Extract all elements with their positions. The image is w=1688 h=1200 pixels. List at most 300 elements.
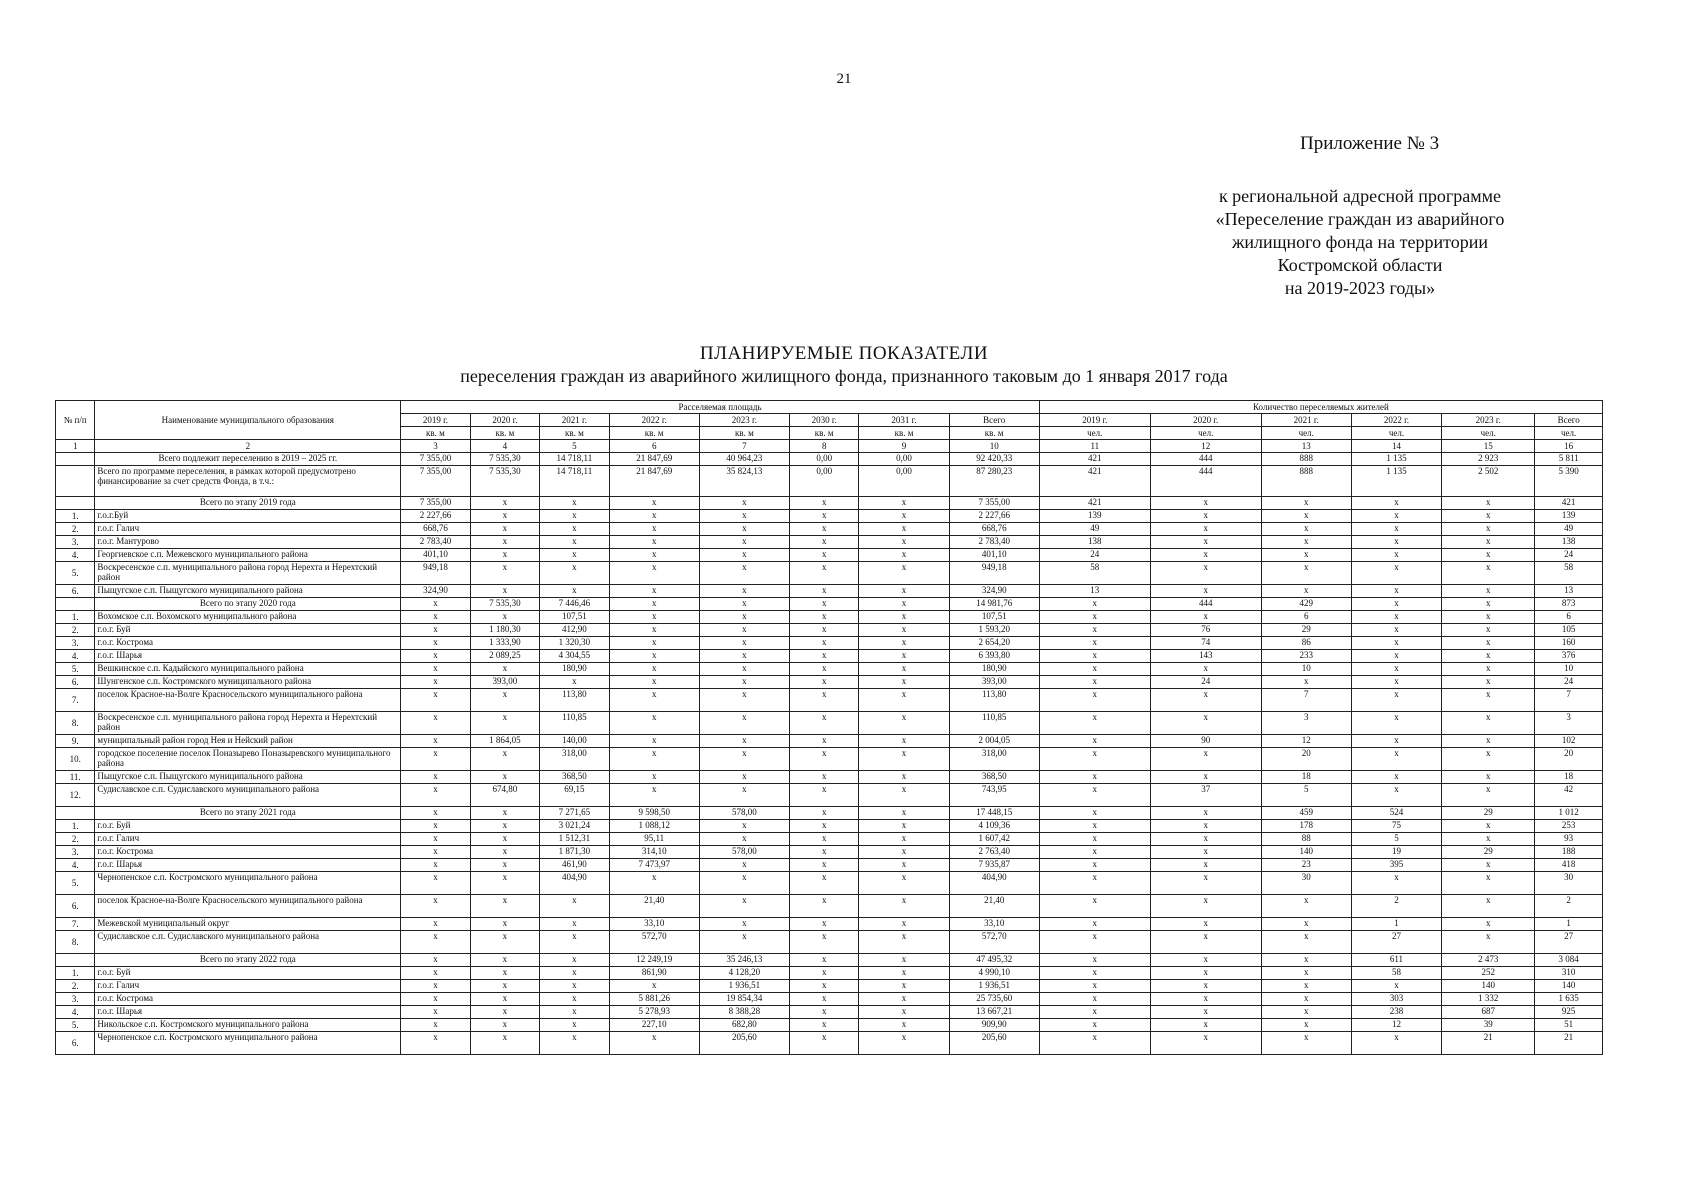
people-value-cell: 24 <box>1535 676 1603 689</box>
people-value-cell: 524 <box>1351 807 1441 820</box>
area-value-cell: 180,90 <box>949 663 1039 676</box>
people-value-cell: 24 <box>1150 676 1261 689</box>
area-value-cell: x <box>401 833 470 846</box>
row-number-cell: 3. <box>56 993 95 1006</box>
area-value-cell: x <box>401 895 470 918</box>
area-year-header: 2023 г. <box>699 414 789 427</box>
area-value-cell: x <box>401 980 470 993</box>
people-value-cell: 23 <box>1261 859 1351 872</box>
table-row <box>56 611 1603 624</box>
people-year-header: 2019 г. <box>1039 414 1150 427</box>
area-value-cell: 368,50 <box>949 771 1039 784</box>
area-value-cell: 92 420,33 <box>949 453 1039 466</box>
area-value-cell: 7 355,00 <box>949 497 1039 510</box>
area-value-cell: x <box>609 562 699 585</box>
row-number-cell <box>56 497 95 510</box>
area-value-cell: x <box>609 712 699 735</box>
people-value-cell: x <box>1351 624 1441 637</box>
people-value-cell: x <box>1150 689 1261 712</box>
people-value-cell: x <box>1351 549 1441 562</box>
area-value-cell: 1 333,90 <box>470 637 539 650</box>
people-value-cell: 12 <box>1351 1019 1441 1032</box>
area-value-cell: 0,00 <box>859 466 949 497</box>
people-value-cell: 429 <box>1261 598 1351 611</box>
area-value-cell: 69,15 <box>540 784 609 807</box>
people-value-cell: 925 <box>1535 1006 1603 1019</box>
area-value-cell: x <box>859 536 949 549</box>
area-unit-header: кв. м <box>859 427 949 440</box>
area-value-cell: x <box>609 549 699 562</box>
people-value-cell: 58 <box>1351 967 1441 980</box>
area-value-cell: 674,80 <box>470 784 539 807</box>
table-row <box>56 918 1603 931</box>
people-value-cell: 395 <box>1351 859 1441 872</box>
municipality-name-cell: муниципальный район город Нея и Нейский район <box>95 735 401 748</box>
people-value-cell: 252 <box>1442 967 1535 980</box>
people-value-cell: 13 <box>1535 585 1603 598</box>
area-value-cell: 21,40 <box>609 895 699 918</box>
area-value-cell: 2 227,66 <box>949 510 1039 523</box>
people-value-cell: x <box>1442 689 1535 712</box>
people-value-cell: 253 <box>1535 820 1603 833</box>
area-value-cell: x <box>470 1006 539 1019</box>
area-value-cell: 107,51 <box>540 611 609 624</box>
people-value-cell: x <box>1150 1032 1261 1055</box>
area-value-cell: 314,10 <box>609 846 699 859</box>
area-value-cell: x <box>470 872 539 895</box>
people-value-cell: x <box>1150 510 1261 523</box>
people-value-cell: x <box>1351 536 1441 549</box>
area-value-cell: x <box>401 748 470 771</box>
area-value-cell: x <box>609 611 699 624</box>
area-value-cell: x <box>699 497 789 510</box>
table-row <box>56 993 1603 1006</box>
column-number-cell: 15 <box>1442 440 1535 453</box>
document-subtitle: переселения граждан из аварийного жилищного фонда, признанного таковым до 1 января 2017 года <box>460 366 1228 386</box>
table-row <box>56 735 1603 748</box>
area-value-cell: 401,10 <box>949 549 1039 562</box>
area-value-cell: x <box>540 549 609 562</box>
area-unit-header: кв. м <box>949 427 1039 440</box>
area-value-cell: 668,76 <box>401 523 470 536</box>
people-value-cell: x <box>1150 859 1261 872</box>
area-value-cell: x <box>470 980 539 993</box>
people-value-cell: x <box>1150 497 1261 510</box>
municipality-name-cell: Всего по этапу 2020 года <box>95 598 401 611</box>
people-value-cell: x <box>1261 536 1351 549</box>
municipality-name-cell: г.о.г. Кострома <box>95 993 401 1006</box>
area-value-cell: 7 355,00 <box>401 453 470 466</box>
people-value-cell: 102 <box>1535 735 1603 748</box>
area-value-cell: x <box>609 598 699 611</box>
people-value-cell: 58 <box>1535 562 1603 585</box>
people-unit-header: чел. <box>1442 427 1535 440</box>
area-value-cell: x <box>609 637 699 650</box>
people-year-header: 2023 г. <box>1442 414 1535 427</box>
people-value-cell: x <box>1442 585 1535 598</box>
area-value-cell: 12 249,19 <box>609 954 699 967</box>
people-value-cell: 140 <box>1535 980 1603 993</box>
people-value-cell: 2 502 <box>1442 466 1535 497</box>
people-value-cell: x <box>1039 689 1150 712</box>
area-value-cell: 2 089,25 <box>470 650 539 663</box>
area-value-cell: 578,00 <box>699 846 789 859</box>
area-value-cell: 87 280,23 <box>949 466 1039 497</box>
row-number-cell: 3. <box>56 637 95 650</box>
people-value-cell: x <box>1150 712 1261 735</box>
table-row <box>56 637 1603 650</box>
people-value-cell: 611 <box>1351 954 1441 967</box>
area-value-cell: 21,40 <box>949 895 1039 918</box>
area-value-cell: x <box>789 689 858 712</box>
area-value-cell: x <box>859 993 949 1006</box>
area-value-cell: x <box>609 872 699 895</box>
area-value-cell: x <box>699 931 789 954</box>
people-value-cell: x <box>1039 967 1150 980</box>
people-value-cell: x <box>1351 585 1441 598</box>
area-value-cell: x <box>540 497 609 510</box>
people-value-cell: x <box>1150 931 1261 954</box>
area-value-cell: x <box>470 748 539 771</box>
table-row <box>56 663 1603 676</box>
people-value-cell: x <box>1039 598 1150 611</box>
row-number-cell: 7. <box>56 918 95 931</box>
people-value-cell: 687 <box>1442 1006 1535 1019</box>
area-value-cell: 21 847,69 <box>609 453 699 466</box>
area-value-cell: 2 227,66 <box>401 510 470 523</box>
people-value-cell: x <box>1351 598 1441 611</box>
people-value-cell: x <box>1351 523 1441 536</box>
column-number-cell: 8 <box>789 440 858 453</box>
area-value-cell: 461,90 <box>540 859 609 872</box>
people-value-cell: x <box>1261 523 1351 536</box>
area-value-cell: x <box>789 510 858 523</box>
area-value-cell: x <box>401 712 470 735</box>
people-unit-header: чел. <box>1261 427 1351 440</box>
people-value-cell: x <box>1442 712 1535 735</box>
municipality-name-cell: Вешкинское с.п. Кадыйского муниципального района <box>95 663 401 676</box>
area-value-cell: x <box>699 536 789 549</box>
people-value-cell: 6 <box>1535 611 1603 624</box>
row-number-cell: 2. <box>56 833 95 846</box>
people-value-cell: 888 <box>1261 466 1351 497</box>
people-value-cell: x <box>1039 846 1150 859</box>
people-value-cell: 74 <box>1150 637 1261 650</box>
people-value-cell: 21 <box>1442 1032 1535 1055</box>
area-value-cell: x <box>789 980 858 993</box>
people-value-cell: x <box>1351 562 1441 585</box>
area-value-cell: 2 654,20 <box>949 637 1039 650</box>
area-value-cell: 4 990,10 <box>949 967 1039 980</box>
area-value-cell: x <box>699 624 789 637</box>
row-number-cell: 1. <box>56 967 95 980</box>
municipality-name-cell: г.о.г. Кострома <box>95 637 401 650</box>
municipality-name-cell: г.о.г. Кострома <box>95 846 401 859</box>
municipality-name-cell: Всего по этапу 2021 года <box>95 807 401 820</box>
area-value-cell: x <box>699 562 789 585</box>
area-value-cell: 1 320,30 <box>540 637 609 650</box>
area-value-cell: x <box>859 523 949 536</box>
col-name-header: Наименование муниципального образования <box>95 401 401 440</box>
area-value-cell: 393,00 <box>949 676 1039 689</box>
people-value-cell: 888 <box>1261 453 1351 466</box>
area-value-cell: 9 598,50 <box>609 807 699 820</box>
people-value-cell: x <box>1039 676 1150 689</box>
row-number-cell: 12. <box>56 784 95 807</box>
people-value-cell: x <box>1261 562 1351 585</box>
col-num-header: № п/п <box>56 401 95 440</box>
people-value-cell: 418 <box>1535 859 1603 872</box>
area-value-cell: x <box>401 872 470 895</box>
people-value-cell: 86 <box>1261 637 1351 650</box>
municipality-name-cell: Пыщугское с.п. Пыщугского муниципального района <box>95 771 401 784</box>
municipality-name-cell: Всего по программе переселения, в рамках которой предусмотрено финансирование за счет средств Фонда, в т.ч.: <box>95 466 401 497</box>
area-value-cell: x <box>699 784 789 807</box>
column-number-cell: 14 <box>1351 440 1441 453</box>
people-value-cell: 1 135 <box>1351 466 1441 497</box>
row-number-cell <box>56 466 95 497</box>
people-value-cell: 12 <box>1261 735 1351 748</box>
area-group-header: Расселяемая площадь <box>401 401 1040 414</box>
area-value-cell: x <box>401 689 470 712</box>
people-value-cell: x <box>1150 820 1261 833</box>
area-value-cell: 1 180,30 <box>470 624 539 637</box>
area-value-cell: 668,76 <box>949 523 1039 536</box>
area-value-cell: x <box>859 1006 949 1019</box>
area-value-cell: x <box>859 820 949 833</box>
area-value-cell: x <box>859 748 949 771</box>
area-value-cell: x <box>401 1032 470 1055</box>
program-line: на 2019-2023 годы» <box>1284 278 1436 298</box>
area-value-cell: x <box>401 650 470 663</box>
area-value-cell: x <box>859 598 949 611</box>
table-row <box>56 771 1603 784</box>
area-value-cell: x <box>470 497 539 510</box>
municipality-name-cell: Пыщугское с.п. Пыщугского муниципального района <box>95 585 401 598</box>
area-value-cell: x <box>401 735 470 748</box>
area-value-cell: x <box>789 872 858 895</box>
area-value-cell: x <box>699 676 789 689</box>
area-value-cell: 318,00 <box>540 748 609 771</box>
area-value-cell: x <box>859 980 949 993</box>
area-unit-header: кв. м <box>470 427 539 440</box>
area-value-cell: x <box>859 833 949 846</box>
people-value-cell: 29 <box>1442 846 1535 859</box>
area-value-cell: x <box>789 549 858 562</box>
area-value-cell: x <box>789 820 858 833</box>
people-value-cell: x <box>1261 497 1351 510</box>
column-number-cell: 5 <box>540 440 609 453</box>
municipality-name-cell: Всего по этапу 2019 года <box>95 497 401 510</box>
area-value-cell: 35 246,13 <box>699 954 789 967</box>
people-year-header: 2022 г. <box>1351 414 1441 427</box>
area-value-cell: 404,90 <box>949 872 1039 895</box>
people-unit-header: чел. <box>1535 427 1603 440</box>
area-value-cell: 7 355,00 <box>401 466 470 497</box>
people-value-cell: 5 <box>1261 784 1351 807</box>
people-unit-header: чел. <box>1150 427 1261 440</box>
area-value-cell: x <box>859 676 949 689</box>
column-number-row <box>56 440 1603 453</box>
people-value-cell: x <box>1442 549 1535 562</box>
people-value-cell: 444 <box>1150 466 1261 497</box>
table-total-row <box>56 453 1603 466</box>
people-value-cell: 143 <box>1150 650 1261 663</box>
people-value-cell: x <box>1261 980 1351 993</box>
people-value-cell: x <box>1261 931 1351 954</box>
table-row <box>56 466 1603 497</box>
area-value-cell: 14 718,11 <box>540 453 609 466</box>
area-value-cell: x <box>859 735 949 748</box>
column-number-cell: 6 <box>609 440 699 453</box>
area-value-cell: x <box>401 918 470 931</box>
people-value-cell: x <box>1442 676 1535 689</box>
area-value-cell: x <box>470 918 539 931</box>
people-value-cell: x <box>1039 611 1150 624</box>
people-value-cell: 303 <box>1351 993 1441 1006</box>
people-value-cell: 5 390 <box>1535 466 1603 497</box>
people-value-cell: x <box>1351 497 1441 510</box>
people-value-cell: 1 135 <box>1351 453 1441 466</box>
area-value-cell: x <box>609 771 699 784</box>
table-row <box>56 833 1603 846</box>
people-value-cell: 2 <box>1535 895 1603 918</box>
row-number-cell: 8. <box>56 712 95 735</box>
area-value-cell: x <box>540 536 609 549</box>
area-value-cell: x <box>859 650 949 663</box>
column-number-cell: 4 <box>470 440 539 453</box>
people-value-cell: x <box>1351 650 1441 663</box>
people-value-cell: x <box>1442 510 1535 523</box>
area-value-cell: 4 109,36 <box>949 820 1039 833</box>
people-value-cell: x <box>1261 510 1351 523</box>
area-value-cell: x <box>470 895 539 918</box>
people-value-cell: x <box>1351 689 1441 712</box>
area-value-cell: x <box>789 536 858 549</box>
area-value-cell: x <box>540 980 609 993</box>
row-number-cell: 4. <box>56 859 95 872</box>
table-row <box>56 712 1603 735</box>
area-value-cell: x <box>470 1019 539 1032</box>
people-value-cell: 2 923 <box>1442 453 1535 466</box>
people-value-cell: x <box>1442 650 1535 663</box>
area-value-cell: x <box>609 585 699 598</box>
people-value-cell: 1 332 <box>1442 993 1535 1006</box>
table-row <box>56 872 1603 895</box>
area-value-cell: 140,00 <box>540 735 609 748</box>
area-value-cell: x <box>470 931 539 954</box>
people-value-cell: x <box>1150 1019 1261 1032</box>
people-value-cell: 93 <box>1535 833 1603 846</box>
people-year-header: Всего <box>1535 414 1603 427</box>
row-number-cell: 1. <box>56 820 95 833</box>
people-value-cell: 49 <box>1039 523 1150 536</box>
table-row <box>56 562 1603 585</box>
area-value-cell: x <box>401 637 470 650</box>
area-value-cell: 318,00 <box>949 748 1039 771</box>
people-value-cell: 37 <box>1150 784 1261 807</box>
program-line: Костромской области <box>1277 255 1443 275</box>
area-value-cell: x <box>859 846 949 859</box>
row-number-cell <box>56 453 95 466</box>
area-value-cell: x <box>470 689 539 712</box>
area-unit-header: кв. м <box>789 427 858 440</box>
people-value-cell: x <box>1442 833 1535 846</box>
area-value-cell: 25 735,60 <box>949 993 1039 1006</box>
area-value-cell: 1 936,51 <box>699 980 789 993</box>
area-value-cell: x <box>789 1032 858 1055</box>
area-value-cell: x <box>470 611 539 624</box>
people-value-cell: x <box>1039 859 1150 872</box>
area-value-cell: 324,90 <box>401 585 470 598</box>
people-value-cell: x <box>1150 549 1261 562</box>
row-number-cell: 6. <box>56 676 95 689</box>
area-value-cell: 110,85 <box>540 712 609 735</box>
area-value-cell: 7 473,97 <box>609 859 699 872</box>
people-value-cell: x <box>1442 820 1535 833</box>
row-number-cell: 5. <box>56 1019 95 1032</box>
people-value-cell: 10 <box>1261 663 1351 676</box>
area-value-cell: x <box>699 611 789 624</box>
area-value-cell: 113,80 <box>949 689 1039 712</box>
area-value-cell: x <box>859 918 949 931</box>
people-value-cell: 2 <box>1351 895 1441 918</box>
area-value-cell: x <box>609 510 699 523</box>
area-value-cell: x <box>789 497 858 510</box>
area-value-cell: 2 004,05 <box>949 735 1039 748</box>
area-value-cell: x <box>540 993 609 1006</box>
area-value-cell: x <box>859 954 949 967</box>
people-value-cell: 30 <box>1261 872 1351 895</box>
people-value-cell: x <box>1039 1032 1150 1055</box>
people-value-cell: x <box>1351 637 1441 650</box>
people-value-cell: 75 <box>1351 820 1441 833</box>
area-value-cell: 8 388,28 <box>699 1006 789 1019</box>
area-value-cell: x <box>609 650 699 663</box>
area-value-cell: 324,90 <box>949 585 1039 598</box>
area-value-cell: x <box>859 859 949 872</box>
area-value-cell: 1 512,31 <box>540 833 609 846</box>
people-unit-header: чел. <box>1039 427 1150 440</box>
people-value-cell: 27 <box>1351 931 1441 954</box>
people-value-cell: x <box>1442 663 1535 676</box>
area-value-cell: 6 393,80 <box>949 650 1039 663</box>
row-number-cell: 2. <box>56 624 95 637</box>
people-value-cell: x <box>1039 748 1150 771</box>
area-value-cell: 7 535,30 <box>470 466 539 497</box>
area-value-cell: 107,51 <box>949 611 1039 624</box>
row-number-cell: 6. <box>56 585 95 598</box>
area-value-cell: x <box>609 689 699 712</box>
row-number-cell: 6. <box>56 895 95 918</box>
area-value-cell: 578,00 <box>699 807 789 820</box>
area-value-cell: x <box>699 689 789 712</box>
area-value-cell: 5 278,93 <box>609 1006 699 1019</box>
area-value-cell: 113,80 <box>540 689 609 712</box>
people-value-cell: x <box>1351 980 1441 993</box>
people-value-cell: x <box>1039 833 1150 846</box>
people-value-cell: x <box>1351 663 1441 676</box>
area-value-cell: x <box>699 859 789 872</box>
people-value-cell: x <box>1039 784 1150 807</box>
people-value-cell: x <box>1150 807 1261 820</box>
people-value-cell: 138 <box>1039 536 1150 549</box>
area-value-cell: 1 088,12 <box>609 820 699 833</box>
area-value-cell: x <box>859 663 949 676</box>
area-value-cell: 909,90 <box>949 1019 1039 1032</box>
people-value-cell: 1 <box>1535 918 1603 931</box>
people-value-cell: x <box>1039 1006 1150 1019</box>
